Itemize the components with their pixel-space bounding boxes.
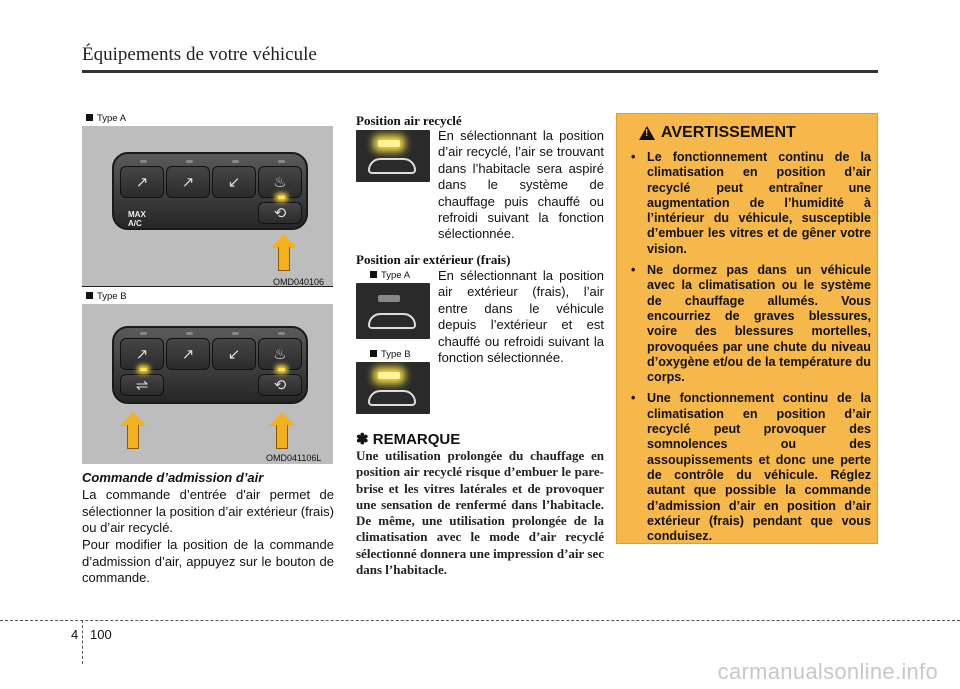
pointer-arrow-a-shaft <box>278 247 290 271</box>
warning-item-3: • Une fonctionnement continu de la climatisation en position d’air recyclé peut provoquer des somnolences ou des assoupissements et donc une perte de contrôle du véhicule. Réglez autant que possible la commande d’admission d’air en position d’air extérieur (frais) pendant que vous conduisez. <box>627 391 871 544</box>
pointer-arrow-b-left-shaft <box>127 425 139 449</box>
warning-item-2: • Ne dormez pas dans un véhicule avec la climatisation ou le système de chauffage allumés. Vous encourriez de graves blessures, voire des blessures mortelles, provoquées par une chute du niveau d’oxygène et/ou de la température du corps. <box>627 263 871 385</box>
warning-list <box>627 150 871 550</box>
fresh-a-led-icon <box>378 295 400 302</box>
recirc-text: En sélectionnant la position d’air recyclé, l’air se trouvant dans l’habitacle sera aspiré dans le système de chauffage puis chauffé ou refroidi suivant la fonction sélectionnée. <box>438 128 604 242</box>
photo-a-code: OMD040106 <box>273 277 325 287</box>
page-header-title: Équipements de votre véhicule <box>82 44 317 65</box>
vent-bilevel-button-b[interactable]: ↗ <box>166 338 210 370</box>
warning-box <box>616 113 878 544</box>
climate-control-panel-b <box>112 326 308 404</box>
recirc-car-icon <box>368 158 416 174</box>
footer-dashed-rule <box>0 620 960 621</box>
photo-b-label: Type B <box>86 291 127 302</box>
vent-floor-button-b[interactable]: ↙ <box>212 338 256 370</box>
defrost-button-b[interactable]: ♨ <box>258 338 302 370</box>
fresh-title: Position air extérieur (frais) <box>356 252 511 267</box>
climate-control-panel-a <box>112 152 308 230</box>
watermark: carmanualsonline.info <box>717 659 938 684</box>
vent-bilevel-button[interactable]: ↗ <box>166 166 210 198</box>
fresh-a-car-icon <box>368 313 416 329</box>
photo-b-climate-panel <box>82 304 333 464</box>
recirculation-button-a[interactable]: ⟲ <box>258 202 302 224</box>
fresh-thumbnail-b <box>356 362 430 414</box>
recirc-title: Position air recyclé <box>356 113 462 128</box>
header-rule <box>82 70 878 73</box>
air-intake-paragraph-1: La commande d’entrée d'air permet de sélectionner la position d’air extérieur (frais) ou d’air recyclé. <box>82 487 334 535</box>
pointer-arrow-b-right-shaft <box>276 425 288 449</box>
fresh-type-b-label: Type B <box>370 349 411 360</box>
photo-b-code: OMD041106L <box>266 453 322 463</box>
vent-floor-button[interactable]: ↙ <box>212 166 256 198</box>
vent-face-button[interactable]: ↗ <box>120 166 164 198</box>
warning-item-1: • Le fonctionnement continu de la climatisation en position d’air recyclé peut entraîner une augmentation de l’humidité à l’intérieur du véhicule, susceptible d’embuer les vitres et de gêner votre vision. <box>627 150 871 257</box>
page-number: 100 <box>90 627 112 642</box>
recirculation-button-b[interactable]: ⟲ <box>258 374 302 396</box>
air-intake-paragraph-2: Pour modifier la position de la commande d’admission d’air, appuyez sur le bouton de commande. <box>82 537 334 585</box>
air-intake-section-title: Commande d’admission d’air <box>82 470 264 485</box>
photo-a-label: Type A <box>86 113 126 124</box>
max-ac-label: MAX A/C <box>128 210 146 228</box>
footer-vertical-dashed-rule <box>82 620 83 664</box>
remark-body: Une utilisation prolongée du chauffage en position air recyclé risque d’embuer le pare-brise et les vitres latérales et de provoquer une sensation de renfermé dans l’habitacle. De même, une utilisation prolongée de la climatisation avec le mode d’air recyclé sélectionné donnera une impression d’air sec dans l’habitacle. <box>356 448 604 578</box>
fresh-type-a-label: Type A <box>370 270 410 281</box>
fresh-b-led-icon <box>378 372 400 379</box>
photo-divider <box>82 286 333 287</box>
vent-face-button-b[interactable]: ↗ <box>120 338 164 370</box>
pointer-arrow-a-icon <box>271 234 297 248</box>
warning-triangle-icon: ! <box>639 126 655 140</box>
pointer-arrow-b-left-icon <box>120 412 146 426</box>
warning-header <box>639 124 796 142</box>
photo-a-climate-panel <box>82 126 333 286</box>
recirc-thumbnail <box>356 130 430 182</box>
defrost-button[interactable]: ♨ <box>258 166 302 198</box>
pointer-arrow-b-right-icon <box>269 412 295 426</box>
fresh-text: En sélectionnant la position air extérieur (frais), l’air entre dans le véhicule depuis l’extérieur et est chauffé ou refroidi suivant la fonction sélectionnée. <box>438 268 604 366</box>
warning-title: AVERTISSEMENT <box>661 124 796 141</box>
chapter-number: 4 <box>71 627 79 642</box>
fresh-thumbnail-a <box>356 283 430 339</box>
recirc-led-icon <box>378 140 400 147</box>
remark-title: ✽ REMARQUE <box>356 431 461 448</box>
fresh-air-button-b[interactable]: ⇌ <box>120 374 164 396</box>
fresh-b-car-icon <box>368 390 416 406</box>
